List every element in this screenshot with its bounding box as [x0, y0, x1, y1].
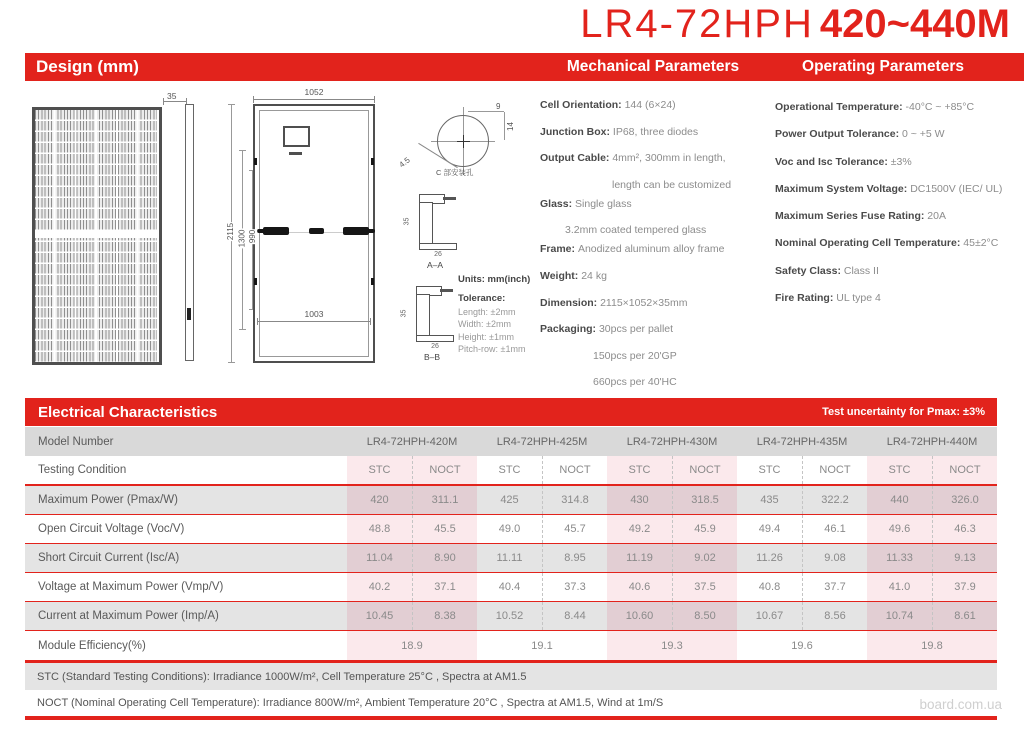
- section-profile-pin: [443, 197, 456, 200]
- value-cell: 8.50: [672, 602, 737, 630]
- value-cell: 8.44: [542, 602, 607, 630]
- operating-parameter-value: Class II: [843, 264, 879, 277]
- testing-condition-row: [25, 456, 997, 486]
- value-cell: 9.08: [802, 544, 867, 572]
- value-cell: 10.52: [495, 610, 524, 622]
- value-cell: 8.95: [542, 544, 607, 572]
- value-cell: 37.7: [802, 573, 867, 601]
- value-cell: 430: [607, 486, 672, 514]
- tolerance-item: Pitch-row: ±1mm: [458, 344, 526, 354]
- value-cell: 9.13: [932, 544, 997, 572]
- testing-condition-label: Testing Condition: [38, 464, 127, 476]
- section-profile-bar: [416, 294, 430, 337]
- data-row-label: Maximum Power (Pmax/W): [38, 494, 178, 506]
- value-cell: 435: [760, 494, 779, 506]
- value-cell: 10.67: [755, 610, 784, 622]
- mechanical-parameter-label: Output Cable:: [540, 152, 613, 165]
- dim-hole-span: 990: [248, 229, 258, 244]
- frame-section-b: [400, 286, 462, 366]
- dim-height: 2115: [226, 222, 236, 241]
- operating-parameter-item: [775, 183, 1023, 210]
- section-profile-pin: [440, 289, 453, 292]
- section-width-dim: 26: [434, 251, 442, 258]
- mechanical-parameter-label: Packaging:: [540, 323, 599, 336]
- section-b-label: B–B: [423, 352, 441, 362]
- mechanical-parameter-item: [540, 323, 790, 350]
- mechanical-parameter-value: 24 kg: [581, 269, 607, 282]
- stc-footnote: STC (Standard Testing Conditions): Irradiance 1000W/m², Cell Temperature 25°C , Spectra at AM1.5: [25, 663, 997, 690]
- section-header-bar: [25, 53, 1024, 81]
- mechanical-parameter-value: Single glass: [575, 197, 632, 210]
- value-cell: 8.38: [412, 602, 477, 630]
- value-cell: 45.5: [412, 515, 477, 543]
- section-title-mechanical: Mechanical Parameters: [566, 58, 740, 75]
- mechanical-parameter-item: [540, 297, 790, 324]
- operating-parameter-value: ±3%: [890, 155, 912, 168]
- data-row: [25, 573, 997, 602]
- efficiency-cell: 18.9: [347, 631, 477, 660]
- value-cell: 45.7: [542, 515, 607, 543]
- efficiency-cell: 19.8: [867, 631, 997, 660]
- mechanical-parameter-value: Anodized aluminum alloy frame: [577, 243, 725, 256]
- data-row: [25, 544, 997, 573]
- operating-parameter-value: 0 ~ +5 W: [901, 128, 945, 141]
- mechanical-parameter-item: [540, 350, 790, 377]
- value-cell: 40.4: [498, 581, 521, 593]
- module-efficiency-label: Module Efficiency(%): [38, 639, 146, 652]
- mechanical-parameter-label: Frame:: [540, 243, 578, 256]
- mechanical-parameter-item: [540, 198, 790, 225]
- operating-parameter-item: [775, 237, 1023, 264]
- value-cell: 326.0: [932, 486, 997, 514]
- operating-parameter-item: [775, 292, 1023, 319]
- operating-parameter-label: Maximum Series Fuse Rating:: [775, 210, 928, 223]
- dim-detail-top: 9: [496, 102, 501, 111]
- title-model: LR4-72HPH: [580, 2, 814, 46]
- mechanical-parameter-item: [540, 99, 790, 126]
- mechanical-parameter-label: Junction Box:: [540, 125, 613, 138]
- mechanical-parameter-item: [540, 243, 790, 270]
- electrical-header-bar: [25, 398, 997, 426]
- units-note: Units: mm(inch): [458, 274, 531, 285]
- operating-parameter-value: DC1500V (IEC/ UL): [910, 182, 1003, 195]
- model-name-cell: LR4-72HPH-430M: [626, 435, 718, 448]
- mechanical-parameter-label: Cell Orientation:: [540, 99, 625, 111]
- data-row-label: Voltage at Maximum Power (Vmp/V): [38, 581, 224, 593]
- section-height-dim: 35: [403, 217, 411, 226]
- value-cell: 11.11: [496, 552, 523, 564]
- dim-detail-side: 14: [505, 122, 515, 131]
- data-row: [25, 515, 997, 544]
- data-row: [25, 486, 997, 515]
- value-cell: 46.1: [802, 515, 867, 543]
- electrical-characteristics-section: [25, 398, 997, 720]
- detail-caption: C 部安装孔: [436, 168, 474, 177]
- cable-connector-tip: [257, 229, 265, 233]
- efficiency-cell: 19.1: [531, 639, 553, 652]
- mechanical-parameter-value: 4mm², 300mm in length,: [612, 152, 726, 165]
- value-cell: 48.8: [347, 515, 412, 543]
- dim-detail-side-line: [504, 112, 505, 140]
- title-power-range: 420~440M: [819, 2, 1010, 46]
- mechanical-parameter-value: 660pcs per 40'HC: [593, 376, 677, 389]
- value-cell: 11.26: [756, 552, 783, 564]
- mechanical-parameter-value: length can be customized: [612, 178, 732, 191]
- data-row-label: Short Circuit Current (Isc/A): [38, 552, 180, 564]
- operating-parameter-item: [775, 210, 1023, 237]
- model-number-row: [25, 427, 997, 456]
- value-cell: 11.04: [347, 544, 412, 572]
- page-title: [580, 2, 1010, 47]
- value-cell: 10.60: [607, 602, 672, 630]
- value-cell: 37.5: [672, 573, 737, 601]
- dim-width-inner-line: [257, 321, 371, 322]
- value-cell: 9.02: [672, 544, 737, 572]
- value-cell: 420: [347, 486, 412, 514]
- condition-cell: STC: [347, 456, 412, 484]
- mechanical-parameter-item: [540, 270, 790, 297]
- cable-connector: [263, 227, 289, 235]
- operating-parameter-label: Voc and Isc Tolerance:: [775, 155, 891, 168]
- operating-parameter-label: Fire Rating:: [775, 292, 837, 305]
- value-cell: 40.6: [607, 573, 672, 601]
- section-profile-base: [416, 335, 454, 342]
- frame-section-a: [403, 194, 465, 274]
- tolerance-item: Length: ±2mm: [458, 306, 516, 317]
- dim-width-inner: 1003: [304, 309, 324, 319]
- condition-cell: NOCT: [802, 456, 867, 484]
- model-name-cell: LR4-72HPH-425M: [496, 435, 588, 448]
- value-cell: 45.9: [672, 515, 737, 543]
- value-cell: 8.90: [412, 544, 477, 572]
- operating-parameter-value: UL type 4: [836, 292, 881, 305]
- section-title-design: Design (mm): [36, 57, 139, 76]
- dim-width-top: 1052: [304, 87, 324, 97]
- mounting-hole: [254, 158, 257, 165]
- dim-width-top-line: [253, 99, 375, 100]
- condition-cell: NOCT: [412, 456, 477, 484]
- value-cell: 11.33: [867, 544, 932, 572]
- data-row-label: Open Circuit Voltage (Voc/V): [38, 523, 185, 535]
- mechanical-parameter-value: 3.2mm coated tempered glass: [565, 224, 707, 237]
- value-cell: 318.5: [672, 486, 737, 514]
- condition-cell: STC: [867, 456, 932, 484]
- cable-connector-tip: [367, 229, 375, 233]
- value-cell: 10.45: [347, 602, 412, 630]
- value-cell: 37.1: [412, 573, 477, 601]
- mounting-hole: [371, 278, 374, 285]
- condition-cell: STC: [607, 456, 672, 484]
- operating-parameter-value: 45±2°C: [963, 237, 999, 250]
- detail-center-mark: [463, 135, 464, 148]
- panel-back-view-drawing: [253, 104, 375, 363]
- tolerance-item: Height: ±1mm: [458, 331, 514, 342]
- value-cell: 41.0: [867, 573, 932, 601]
- value-cell: 8.61: [932, 602, 997, 630]
- mounting-hole: [254, 278, 257, 285]
- value-cell: 37.3: [542, 573, 607, 601]
- condition-cell: NOCT: [542, 456, 607, 484]
- junction-box-mark: [289, 152, 302, 155]
- operating-parameter-value: -40°C ~ +85°C: [905, 101, 975, 113]
- mechanical-parameters-list: [540, 99, 790, 403]
- operating-parameters-list: [775, 101, 1023, 319]
- value-cell: 49.0: [498, 523, 521, 535]
- value-cell: 311.1: [412, 486, 477, 514]
- dim-hole-diameter: 4.5: [397, 155, 412, 170]
- section-height-dim: 35: [400, 309, 408, 318]
- condition-cell: NOCT: [672, 456, 737, 484]
- dim-detail-top-line: [468, 111, 504, 112]
- mechanical-parameter-value: 2115×1052×35mm: [600, 296, 688, 309]
- test-uncertainty-note: Test uncertainty for Pmax: ±3%: [822, 406, 985, 418]
- mechanical-parameter-label: Dimension:: [540, 296, 601, 309]
- operating-parameter-item: [775, 128, 1023, 155]
- operating-parameter-label: Power Output Tolerance:: [775, 128, 902, 141]
- mechanical-parameter-value: 144 (6×24): [624, 99, 676, 111]
- mechanical-parameter-item: [540, 224, 790, 243]
- electrical-table: [25, 427, 997, 660]
- value-cell: 10.74: [867, 602, 932, 630]
- efficiency-cell: 19.6: [791, 639, 813, 652]
- value-cell: 8.56: [802, 602, 867, 630]
- mechanical-parameter-value: 150pcs per 20'GP: [593, 349, 677, 362]
- mechanical-parameter-label: Weight:: [540, 269, 582, 282]
- operating-parameter-label: Operational Temperature:: [775, 101, 906, 113]
- value-cell: 37.9: [932, 573, 997, 601]
- model-number-label: Model Number: [38, 435, 114, 448]
- operating-parameter-item: [775, 265, 1023, 292]
- junction-box-side-mark: [187, 308, 191, 320]
- tolerance-item: Width: ±2mm: [458, 319, 511, 329]
- section-a-label: A–A: [426, 260, 444, 270]
- mechanical-parameter-label: Glass:: [540, 197, 576, 210]
- operating-parameter-label: Maximum System Voltage:: [775, 182, 911, 195]
- dim-thickness-line: [163, 101, 187, 102]
- mounting-hole: [371, 158, 374, 165]
- efficiency-cell: 19.3: [607, 631, 737, 660]
- value-cell: 11.19: [607, 544, 672, 572]
- value-cell: 49.6: [867, 515, 932, 543]
- data-row: [25, 602, 997, 631]
- cable-connector: [343, 227, 369, 235]
- operating-parameter-label: Nominal Operating Cell Temperature:: [775, 237, 964, 250]
- mechanical-parameter-item: [540, 152, 790, 179]
- condition-cell: STC: [758, 464, 781, 476]
- section-title-operating: Operating Parameters: [802, 58, 964, 75]
- value-cell: 314.8: [542, 486, 607, 514]
- module-efficiency-row: [25, 631, 997, 660]
- operating-parameter-value: 20A: [927, 210, 946, 223]
- junction-box: [283, 126, 310, 147]
- noct-footnote: NOCT (Nominal Operating Cell Temperature): Irradiance 800W/m², Ambient Temperature 20°C , Spectra at AM1.5, Wind at 1m/S: [25, 690, 997, 716]
- watermark: board.com.ua: [919, 697, 1002, 712]
- cable-connector: [309, 228, 324, 234]
- dim-rail-span: 1300: [237, 229, 247, 248]
- value-cell: 49.4: [758, 523, 781, 535]
- model-name-cell: LR4-72HPH-420M: [366, 435, 458, 448]
- condition-cell: NOCT: [932, 456, 997, 484]
- value-cell: 40.8: [758, 581, 781, 593]
- section-width-dim: 26: [431, 343, 439, 350]
- mechanical-parameter-item: [540, 179, 790, 198]
- section-profile-base: [419, 243, 457, 250]
- value-cell: 322.2: [802, 486, 867, 514]
- electrical-heading: Electrical Characteristics: [38, 403, 218, 421]
- dim-thickness: 35: [167, 91, 177, 101]
- value-cell: 49.2: [607, 515, 672, 543]
- section-profile-bar: [419, 202, 433, 245]
- value-cell: 46.3: [932, 515, 997, 543]
- mechanical-parameter-value: 30pcs per pallet: [598, 323, 674, 336]
- operating-parameter-label: Safety Class:: [775, 264, 844, 277]
- condition-cell: STC: [498, 464, 521, 476]
- model-name-cell: LR4-72HPH-440M: [886, 435, 978, 448]
- mechanical-parameter-value: IP68, three diodes: [612, 125, 699, 138]
- model-name-cell: LR4-72HPH-435M: [756, 435, 848, 448]
- value-cell: 40.2: [347, 573, 412, 601]
- table-footnotes: [25, 660, 997, 720]
- value-cell: 440: [867, 486, 932, 514]
- operating-parameter-item: [775, 101, 1023, 128]
- panel-side-view-drawing: [185, 104, 194, 361]
- panel-front-view-drawing: [32, 107, 162, 365]
- tolerance-heading: Tolerance:: [458, 293, 506, 304]
- mechanical-parameter-item: [540, 126, 790, 153]
- operating-parameter-item: [775, 156, 1023, 183]
- data-row-label: Current at Maximum Power (Imp/A): [38, 610, 219, 622]
- value-cell: 425: [500, 494, 519, 506]
